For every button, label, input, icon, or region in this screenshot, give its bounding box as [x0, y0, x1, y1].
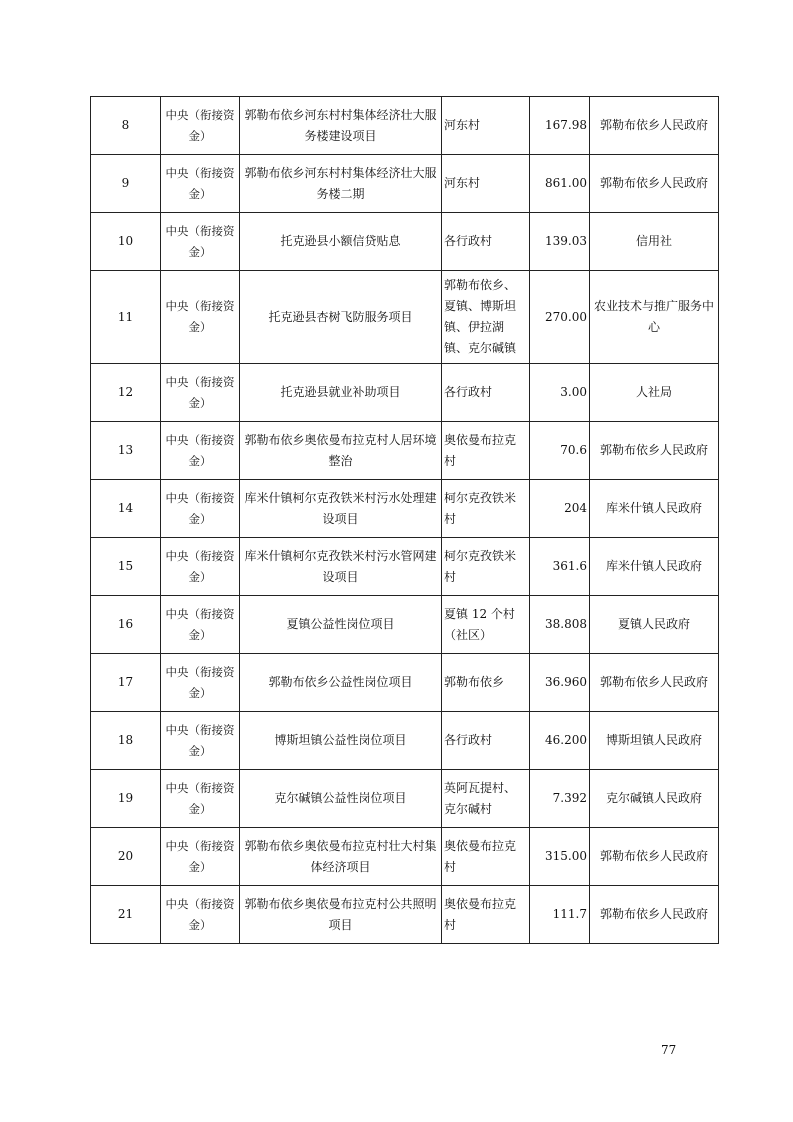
- amount-cell: 204: [530, 480, 590, 538]
- project-name-cell: 夏镇公益性岗位项目: [240, 596, 442, 654]
- fund-source-cell: 中央（衔接资金）: [161, 770, 240, 828]
- location-cell: 各行政村: [442, 364, 530, 422]
- table-row: [91, 886, 719, 944]
- table-row: [91, 770, 719, 828]
- table-row: [91, 828, 719, 886]
- table-row: [91, 97, 719, 155]
- location-cell: 郭勒布依乡、夏镇、博斯坦镇、伊拉湖镇、克尔碱镇: [442, 271, 530, 364]
- table-row: [91, 422, 719, 480]
- row-number-cell: 14: [91, 480, 161, 538]
- row-number-cell: 11: [91, 271, 161, 364]
- amount-cell: 315.00: [530, 828, 590, 886]
- table-row: [91, 480, 719, 538]
- amount-cell: 36.960: [530, 654, 590, 712]
- table-row: [91, 271, 719, 364]
- implementing-org-cell: 农业技术与推广服务中心: [590, 271, 719, 364]
- implementing-org-cell: 博斯坦镇人民政府: [590, 712, 719, 770]
- amount-cell: 270.00: [530, 271, 590, 364]
- fund-source-cell: 中央（衔接资金）: [161, 828, 240, 886]
- table-row: [91, 213, 719, 271]
- amount-cell: 7.392: [530, 770, 590, 828]
- amount-cell: 111.7: [530, 886, 590, 944]
- table-row: [91, 155, 719, 213]
- implementing-org-cell: 郭勒布依乡人民政府: [590, 155, 719, 213]
- fund-source-cell: 中央（衔接资金）: [161, 480, 240, 538]
- location-cell: 奥依曼布拉克村: [442, 422, 530, 480]
- implementing-org-cell: 郭勒布依乡人民政府: [590, 654, 719, 712]
- project-name-cell: 郭勒布依乡奥依曼布拉克村公共照明项目: [240, 886, 442, 944]
- location-cell: 各行政村: [442, 213, 530, 271]
- location-cell: 奥依曼布拉克村: [442, 828, 530, 886]
- project-name-cell: 库米什镇柯尔克孜铁米村污水处理建设项目: [240, 480, 442, 538]
- implementing-org-cell: 郭勒布依乡人民政府: [590, 828, 719, 886]
- row-number-cell: 17: [91, 654, 161, 712]
- row-number-cell: 21: [91, 886, 161, 944]
- project-name-cell: 托克逊县杏树飞防服务项目: [240, 271, 442, 364]
- amount-cell: 361.6: [530, 538, 590, 596]
- fund-source-cell: 中央（衔接资金）: [161, 712, 240, 770]
- amount-cell: 46.200: [530, 712, 590, 770]
- project-name-cell: 郭勒布依乡公益性岗位项目: [240, 654, 442, 712]
- location-cell: 河东村: [442, 155, 530, 213]
- row-number-cell: 12: [91, 364, 161, 422]
- project-name-cell: 郭勒布依乡奥依曼布拉克村人居环境整治: [240, 422, 442, 480]
- amount-cell: 3.00: [530, 364, 590, 422]
- row-number-cell: 18: [91, 712, 161, 770]
- location-cell: 各行政村: [442, 712, 530, 770]
- project-name-cell: 博斯坦镇公益性岗位项目: [240, 712, 442, 770]
- fund-source-cell: 中央（衔接资金）: [161, 422, 240, 480]
- row-number-cell: 15: [91, 538, 161, 596]
- row-number-cell: 10: [91, 213, 161, 271]
- row-number-cell: 9: [91, 155, 161, 213]
- table-row: [91, 364, 719, 422]
- project-name-cell: 郭勒布依乡河东村村集体经济壮大服务楼二期: [240, 155, 442, 213]
- location-cell: 奥依曼布拉克村: [442, 886, 530, 944]
- project-name-cell: 克尔碱镇公益性岗位项目: [240, 770, 442, 828]
- fund-source-cell: 中央（衔接资金）: [161, 654, 240, 712]
- location-cell: 河东村: [442, 97, 530, 155]
- table-row: [91, 654, 719, 712]
- amount-cell: 70.6: [530, 422, 590, 480]
- project-name-cell: 郭勒布依乡奥依曼布拉克村壮大村集体经济项目: [240, 828, 442, 886]
- amount-cell: 167.98: [530, 97, 590, 155]
- project-name-cell: 郭勒布依乡河东村村集体经济壮大服务楼建设项目: [240, 97, 442, 155]
- table-row: [91, 712, 719, 770]
- table-row: [91, 596, 719, 654]
- fund-source-cell: 中央（衔接资金）: [161, 886, 240, 944]
- row-number-cell: 8: [91, 97, 161, 155]
- fund-source-cell: 中央（衔接资金）: [161, 596, 240, 654]
- implementing-org-cell: 库米什镇人民政府: [590, 538, 719, 596]
- row-number-cell: 19: [91, 770, 161, 828]
- fund-source-cell: 中央（衔接资金）: [161, 538, 240, 596]
- project-name-cell: 托克逊县小额信贷贴息: [240, 213, 442, 271]
- project-name-cell: 托克逊县就业补助项目: [240, 364, 442, 422]
- fund-source-cell: 中央（衔接资金）: [161, 213, 240, 271]
- project-table: [90, 96, 719, 944]
- implementing-org-cell: 郭勒布依乡人民政府: [590, 886, 719, 944]
- amount-cell: 861.00: [530, 155, 590, 213]
- project-name-cell: 库米什镇柯尔克孜铁米村污水管网建设项目: [240, 538, 442, 596]
- implementing-org-cell: 人社局: [590, 364, 719, 422]
- implementing-org-cell: 克尔碱镇人民政府: [590, 770, 719, 828]
- table-row: [91, 538, 719, 596]
- implementing-org-cell: 郭勒布依乡人民政府: [590, 97, 719, 155]
- page-number: 77: [661, 1043, 677, 1057]
- table-body: [91, 97, 719, 944]
- implementing-org-cell: 库米什镇人民政府: [590, 480, 719, 538]
- row-number-cell: 20: [91, 828, 161, 886]
- amount-cell: 38.808: [530, 596, 590, 654]
- row-number-cell: 13: [91, 422, 161, 480]
- implementing-org-cell: 郭勒布依乡人民政府: [590, 422, 719, 480]
- amount-cell: 139.03: [530, 213, 590, 271]
- location-cell: 柯尔克孜铁米村: [442, 538, 530, 596]
- fund-source-cell: 中央（衔接资金）: [161, 97, 240, 155]
- location-cell: 郭勒布依乡: [442, 654, 530, 712]
- implementing-org-cell: 夏镇人民政府: [590, 596, 719, 654]
- fund-source-cell: 中央（衔接资金）: [161, 155, 240, 213]
- location-cell: 英阿瓦提村、克尔碱村: [442, 770, 530, 828]
- fund-source-cell: 中央（衔接资金）: [161, 364, 240, 422]
- fund-source-cell: 中央（衔接资金）: [161, 271, 240, 364]
- location-cell: 柯尔克孜铁米村: [442, 480, 530, 538]
- location-cell: 夏镇 12 个村（社区）: [442, 596, 530, 654]
- implementing-org-cell: 信用社: [590, 213, 719, 271]
- row-number-cell: 16: [91, 596, 161, 654]
